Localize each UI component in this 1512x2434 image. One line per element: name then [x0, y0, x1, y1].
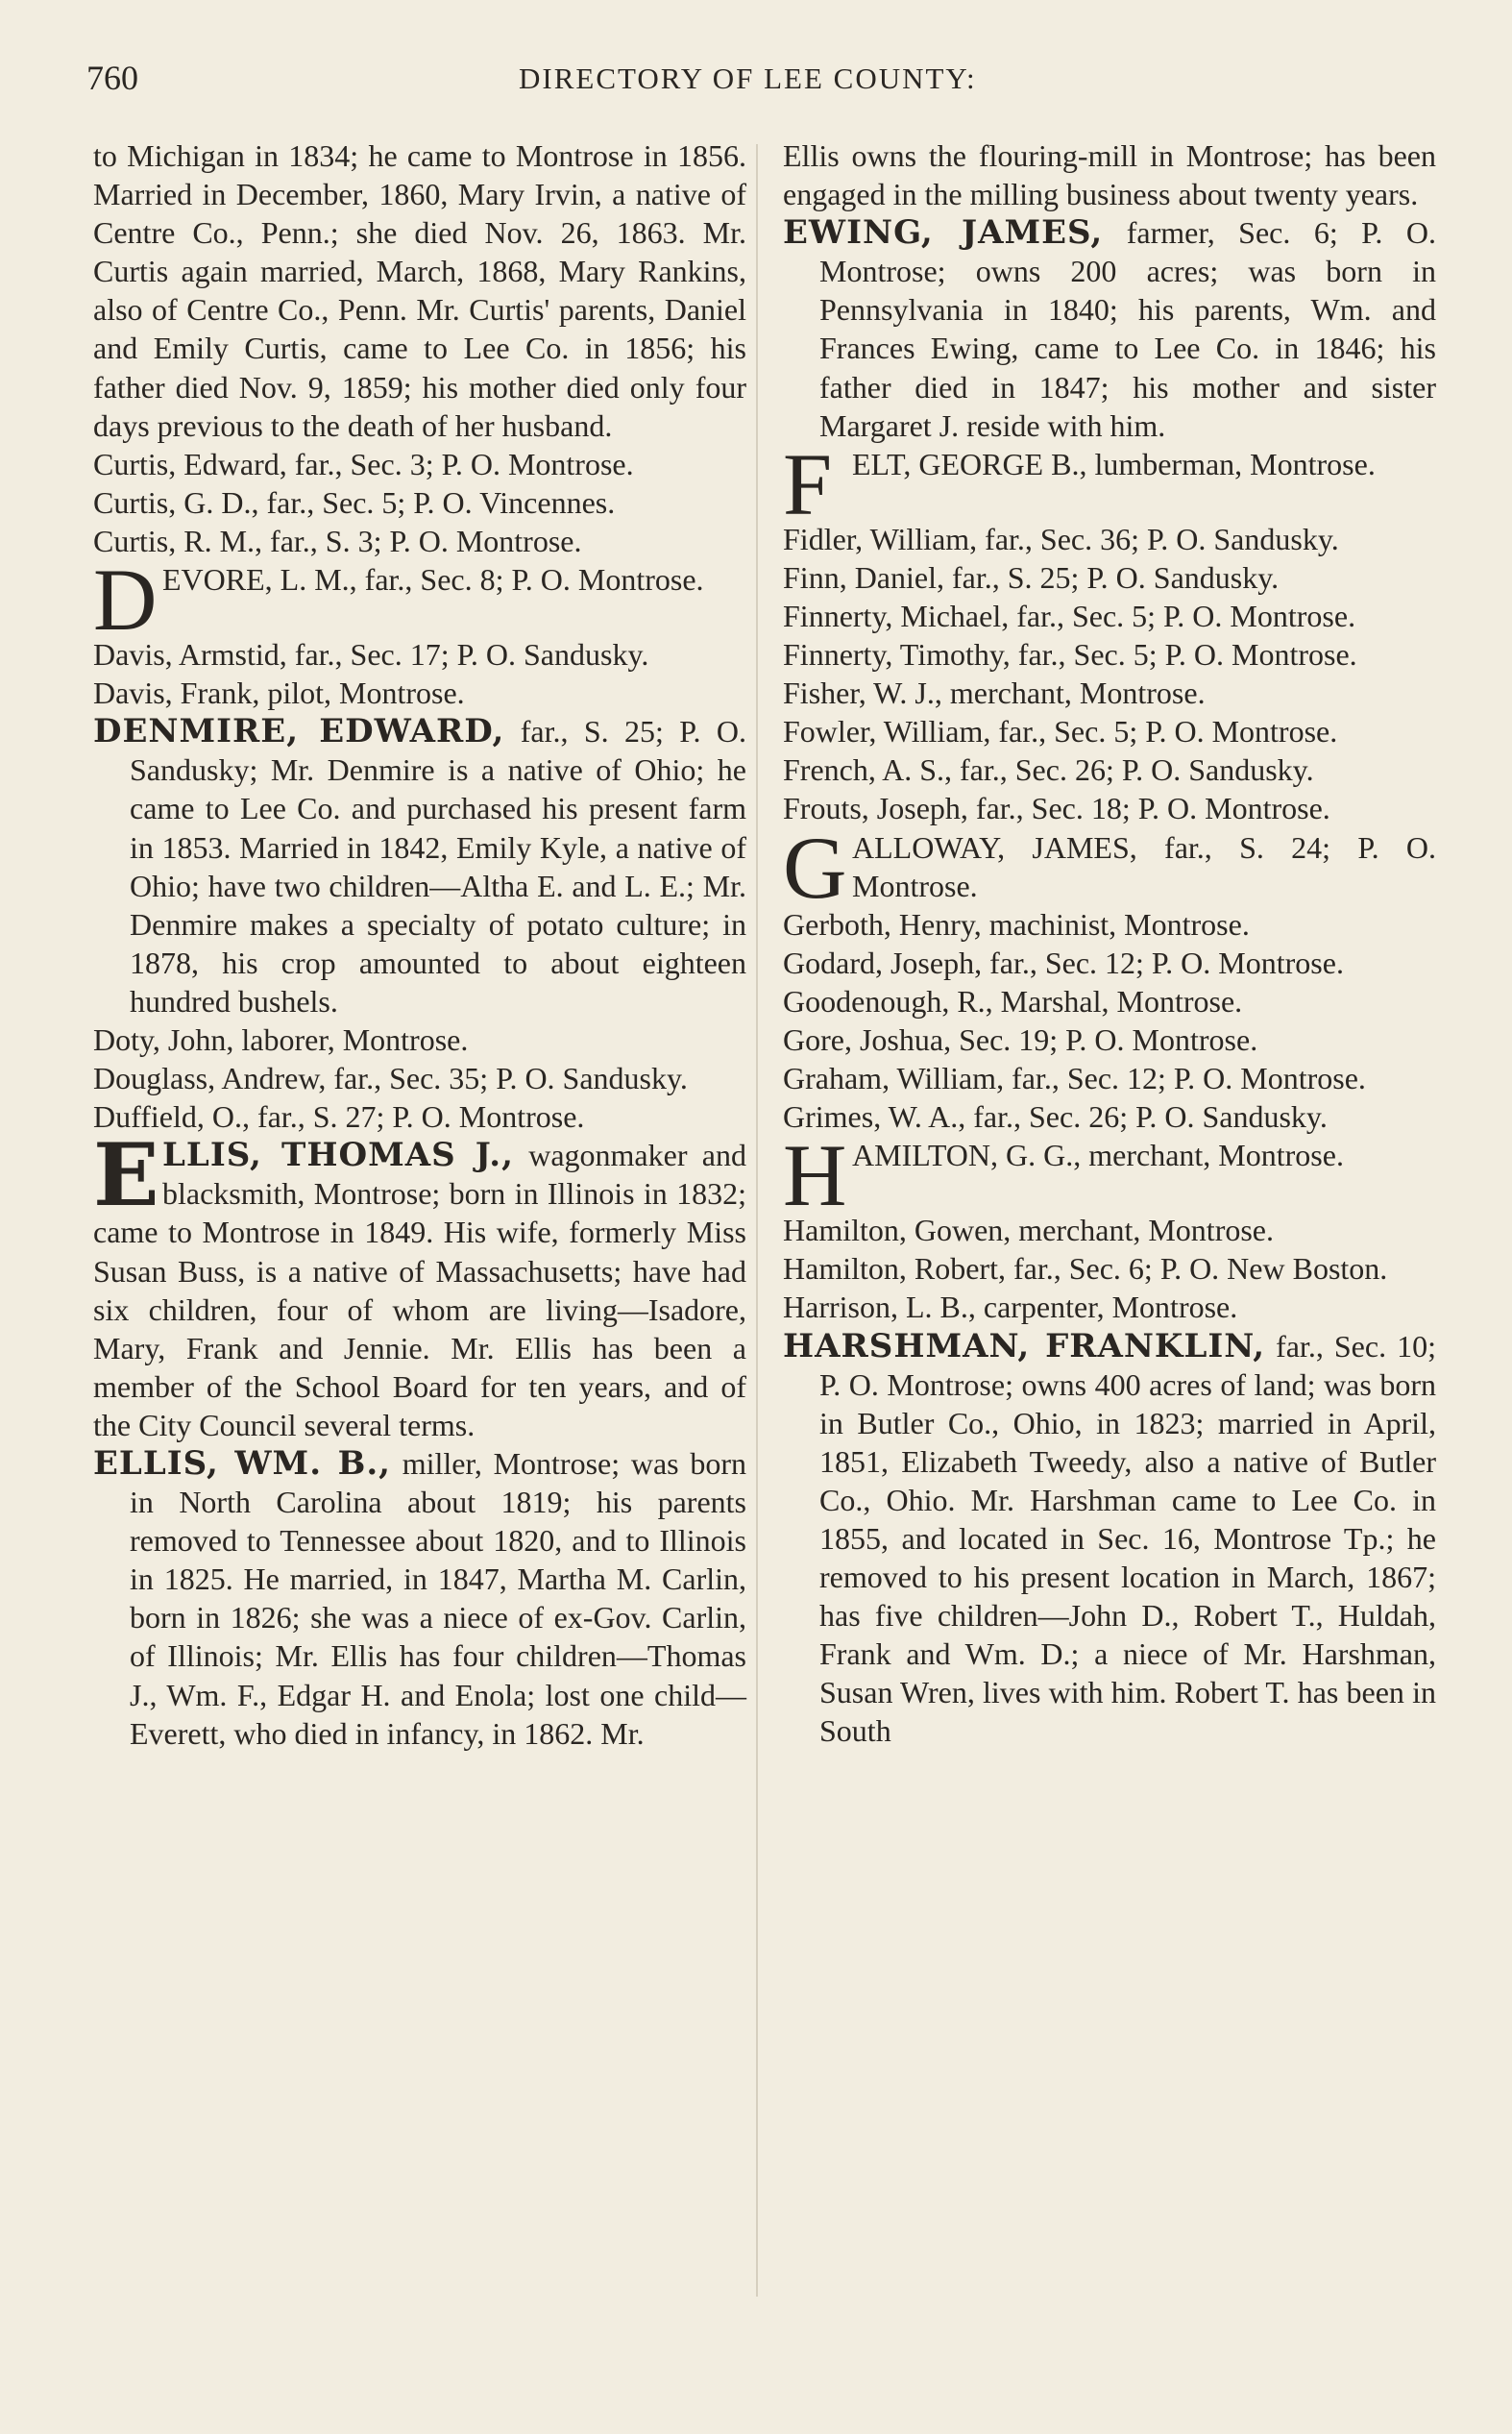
directory-entry-featured	[783, 213, 1436, 445]
entry-name: HARSHMAN, FRANKLIN,	[783, 1326, 1266, 1365]
directory-entry: Douglass, Andrew, far., Sec. 35; P. O. Sandusky.	[93, 1061, 688, 1096]
drop-cap-letter: G	[783, 818, 847, 917]
directory-entry: Goodenough, R., Marshal, Montrose.	[783, 983, 1243, 1019]
directory-entry: Curtis, R. M., far., S. 3; P. O. Montrose.	[93, 523, 582, 558]
drop-cap-letter: F	[783, 434, 833, 533]
entry-text	[783, 445, 1436, 483]
entry-body: ELT, GEORGE B., lumberman, Montrose.	[852, 446, 1376, 481]
entry-text: far., Sec. 10; P. O. Montrose; owns 400 acres of land; was born in Butler Co., Ohio, in 1823; married in April, 1851, Elizabeth Tweedy, also a native of Butler Co., Ohio. Mr. Harshman came to Lee Co. in 1855, and located in Sec. 16, Montrose Tp.; he removed to his present location in March, 1867; has five children—John D., Robert T., Huldah, Frank and Wm. D.; a niece of Mr. Harshman, Susan Wren, lives with him. Robert T. has been in South	[819, 1328, 1437, 1749]
directory-entry: Davis, Frank, pilot, Montrose.	[93, 676, 465, 711]
directory-entry: Hamilton, Gowen, merchant, Montrose.	[783, 1213, 1274, 1248]
directory-entry: Gore, Joshua, Sec. 19; P. O. Montrose.	[783, 1021, 1258, 1057]
directory-entry: Frouts, Joseph, far., Sec. 18; P. O. Montrose.	[783, 791, 1330, 826]
directory-entry: Fisher, W. J., merchant, Montrose.	[783, 676, 1206, 711]
entry-text: far., S. 25; P. O. Sandusky; Mr. Denmire is a native of Ohio; he came to Lee Co. and purchased his present farm in 1853. Married in 1842, Emily Kyle, a native of Ohio; have two children—Altha E. and L. E.; Mr. Denmire makes a specialty of potato culture; in 1878, his crop amounted to about eighteen hundred bushels.	[130, 714, 747, 1019]
drop-cap-letter: H	[783, 1126, 847, 1225]
right-column	[783, 136, 1436, 1751]
entry-continuation: to Michigan in 1834; he came to Montrose in 1856. Married in December, 1860, Mary Irvin, a native of Centre Co., Penn.; she died Nov. 26, 1863. Mr. Curtis again married, March, 1868, Mary Rankins, also of Centre Co., Penn. Mr. Curtis' parents, Daniel and Emily Curtis, came to Lee Co. in 1856; his father died Nov. 9, 1859; his mother died only four days previous to the death of her husband.	[93, 138, 746, 443]
entry-continuation: Ellis owns the flouring-mill in Montrose; has been engaged in the milling business about twenty years.	[783, 138, 1436, 212]
entry-body: EVORE, L. M., far., Sec. 8; P. O. Montrose.	[162, 562, 704, 598]
entry-name: ELLIS, WM. B.,	[93, 1444, 391, 1483]
entry-text	[783, 818, 1436, 917]
directory-entry: Hamilton, Robert, far., Sec. 6; P. O. New Boston.	[783, 1251, 1388, 1287]
directory-entry: Godard, Joseph, far., Sec. 12; P. O. Montrose.	[783, 945, 1344, 980]
directory-entry: Curtis, G. D., far., Sec. 5; P. O. Vincennes.	[93, 484, 616, 520]
entry-body: ALLOWAY, JAMES, far., S. 24; P. O. Montrose.	[852, 829, 1436, 903]
entry-name: EWING, JAMES,	[783, 213, 1104, 253]
drop-cap-letter: D	[93, 551, 158, 650]
letter-section-entry	[783, 818, 1436, 917]
entry-text	[93, 560, 746, 599]
directory-entry: Harrison, L. B., carpenter, Montrose.	[783, 1290, 1238, 1325]
directory-entry: Finnerty, Timothy, far., Sec. 5; P. O. Montrose.	[783, 637, 1357, 673]
directory-entry: Fowler, William, far., Sec. 5; P. O. Montrose.	[783, 714, 1338, 750]
directory-entry-featured	[93, 712, 746, 1020]
entry-name: LLIS, THOMAS J.,	[162, 1136, 514, 1175]
entry-text	[783, 1136, 1436, 1174]
running-title: DIRECTORY OF LEE COUNTY:	[519, 61, 977, 95]
directory-entry: Finnerty, Michael, far., Sec. 5; P. O. Montrose.	[783, 598, 1356, 633]
letter-section-entry	[93, 1124, 746, 1444]
directory-entry: Fidler, William, far., Sec. 36; P. O. Sandusky.	[783, 521, 1339, 556]
directory-entry-featured	[783, 1327, 1436, 1751]
letter-section-entry	[93, 551, 746, 650]
entry-body: AMILTON, G. G., merchant, Montrose.	[852, 1138, 1344, 1173]
left-column	[93, 136, 746, 1753]
letter-section-entry	[783, 1126, 1436, 1225]
column-divider	[756, 144, 758, 2297]
directory-entry: Duffield, O., far., S. 27; P. O. Montrose.	[93, 1099, 585, 1135]
directory-entry: French, A. S., far., Sec. 26; P. O. Sandusky.	[783, 752, 1314, 788]
drop-cap-letter: E	[93, 1124, 159, 1227]
directory-entry: Graham, William, far., Sec. 12; P. O. Montrose.	[783, 1061, 1366, 1096]
directory-entry: Finn, Daniel, far., S. 25; P. O. Sandusky.	[783, 559, 1280, 595]
entry-text: miller, Montrose; was born in North Carolina about 1819; his parents removed to Tennessee about 1820, and to Illinois in 1825. He married, in 1847, Martha M. Carlin, born in 1826; she was a niece of ex-Gov. Carlin, of Illinois; Mr. Ellis has four children—Thomas J., Wm. F., Edgar H. and Enola; lost one child—Everett, who died in infancy, in 1862. Mr.	[130, 1446, 746, 1751]
directory-entry: Davis, Armstid, far., Sec. 17; P. O. Sandusky.	[93, 637, 649, 673]
entry-text: farmer, Sec. 6; P. O. Montrose; owns 200 acres; was born in Pennsylvania in 1840; his parents, Wm. and Frances Ewing, came to Lee Co. in 1846; his father died in 1847; his mother and sister Margaret J. reside with him.	[819, 215, 1437, 443]
entry-name: DENMIRE, EDWARD,	[93, 712, 505, 751]
entry-body: wagonmaker and blacksmith, Montrose; born in Illinois in 1832; came to Montrose in 1849. His wife, formerly Miss Susan Buss, is a native of Massachusetts; have had six children, four of whom are living—Isadore, Mary, Frank and Jennie. Mr. Ellis has been a member of the School Board for ten years, and of the City Council several terms.	[93, 1138, 746, 1442]
directory-entry-featured	[93, 1444, 746, 1753]
directory-entry: Curtis, Edward, far., Sec. 3; P. O. Montrose.	[93, 446, 634, 481]
entry-text	[93, 1124, 746, 1444]
directory-entry: Grimes, W. A., far., Sec. 26; P. O. Sandusky.	[783, 1099, 1328, 1135]
directory-entry: Doty, John, laborer, Montrose.	[93, 1021, 469, 1057]
directory-entry: Gerboth, Henry, machinist, Montrose.	[783, 906, 1250, 942]
page-number: 760	[86, 59, 138, 97]
letter-section-entry	[783, 434, 1436, 533]
